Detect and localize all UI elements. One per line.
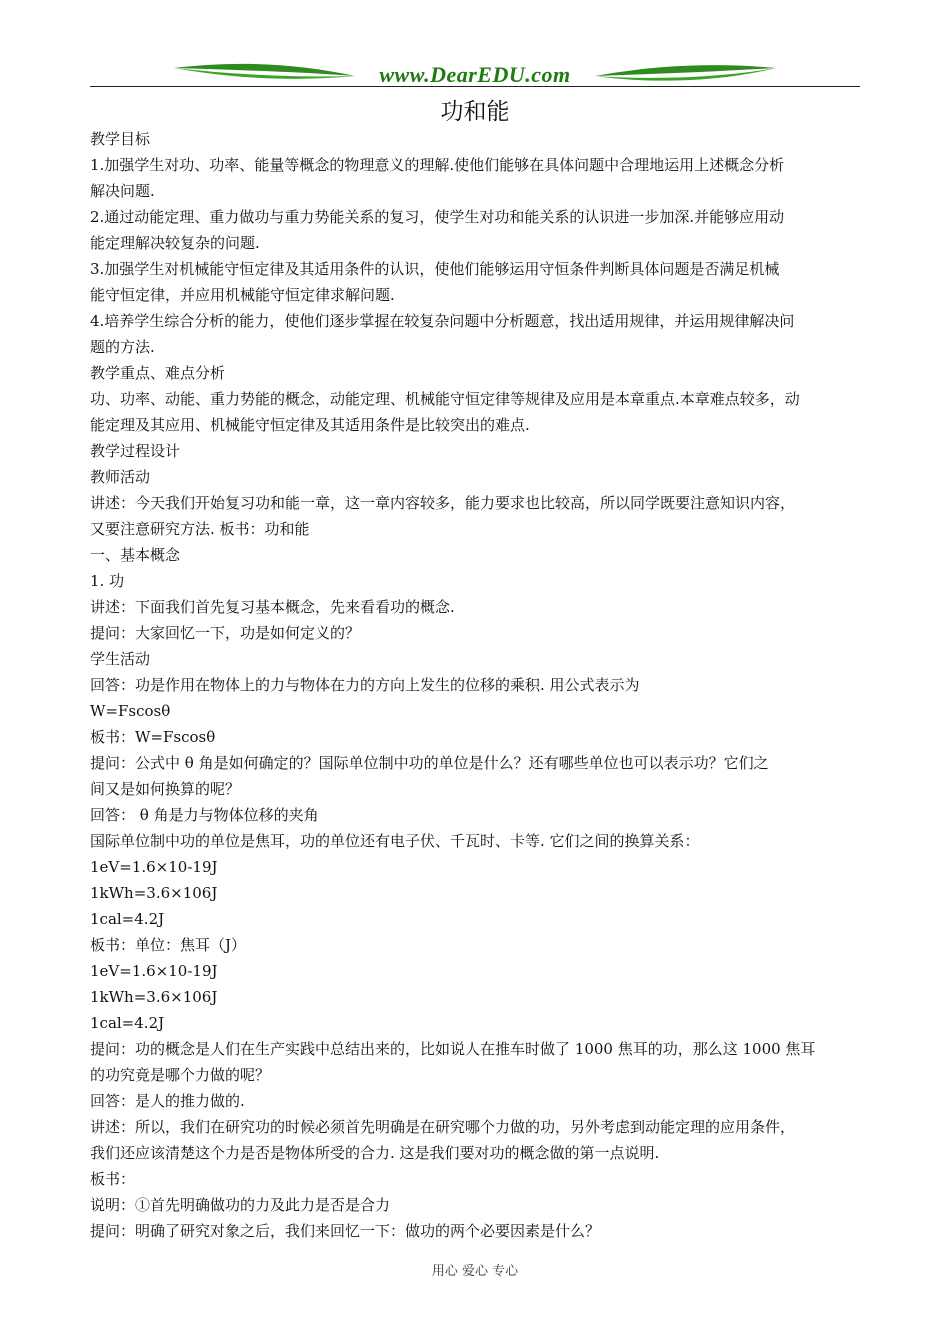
text-line: 1kWh=3.6×106J: [90, 884, 218, 902]
header-divider: [90, 86, 860, 87]
text-line: 1eV=1.6×10-19J: [90, 962, 218, 980]
text-line: 能定理解决较复杂的问题.: [90, 234, 260, 252]
text-line: 功、功率、动能、重力势能的概念，动能定理、机械能守恒定律等规律及应用是本章重点.本章难点较多，动: [90, 390, 800, 408]
text-line: 回答： θ 角是力与物体位移的夹角: [90, 806, 319, 824]
text-line: 4.培养学生综合分析的能力，使他们逐步掌握在较复杂问题中分析题意，找出适用规律，并运用规律解决问: [90, 312, 795, 330]
text-line: 1kWh=3.6×106J: [90, 988, 218, 1006]
text-line: 板书：单位：焦耳（J）: [90, 936, 247, 954]
text-line: 能守恒定律，并应用机械能守恒定律求解问题.: [90, 286, 395, 304]
text-line: 能定理及其应用、机械能守恒定律及其适用条件是比较突出的难点.: [90, 416, 530, 434]
text-line: 间又是如何换算的呢？: [90, 780, 241, 798]
text-line: 题的方法.: [90, 338, 155, 356]
text-line: 提问：功的概念是人们在生产实践中总结出来的，比如说人在推车时做了 1000 焦耳的功，那么这 1000 焦耳: [90, 1040, 816, 1058]
text-line: 回答：功是作用在物体上的力与物体在力的方向上发生的位移的乘积. 用公式表示为: [90, 676, 640, 694]
text-line: 板书：: [90, 1170, 136, 1188]
text-line: 教学重点、难点分析: [90, 364, 226, 382]
text-line: 解决问题.: [90, 182, 155, 200]
page-footer: 用心 爱心 专心: [431, 1264, 519, 1279]
text-line: 1cal=4.2J: [90, 1014, 165, 1032]
text-line: 教师活动: [90, 468, 151, 486]
text-line: 1cal=4.2J: [90, 910, 165, 928]
text-line: 说明：①首先明确做功的力及此力是否是合力: [90, 1196, 391, 1214]
text-line: 又要注意研究方法. 板书：功和能: [90, 520, 310, 538]
text-line: 回答：是人的推力做的.: [90, 1092, 245, 1110]
text-line: 教学目标: [90, 130, 151, 148]
text-line: 1.加强学生对功、功率、能量等概念的物理意义的理解.使他们能够在具体问题中合理地运用上述概念分析: [90, 156, 785, 174]
text-line: 学生活动: [90, 650, 151, 668]
text-line: W=Fscosθ: [90, 702, 171, 720]
text-line: 提问：大家回忆一下，功是如何定义的？: [90, 624, 361, 642]
text-line: 3.加强学生对机械能守恒定律及其适用条件的认识，使他们能够运用守恒条件判断具体问题是否满足机械: [90, 260, 780, 278]
document-body: [90, 126, 862, 1244]
text-line: 提问：明确了研究对象之后，我们来回忆一下：做功的两个必要因素是什么？: [90, 1222, 601, 1240]
page-title: 功和能: [440, 99, 510, 125]
text-line: 板书：W=Fscosθ: [90, 728, 216, 746]
text-line: 我们还应该清楚这个力是否是物体所受的合力. 这是我们要对功的概念做的第一点说明.: [90, 1144, 660, 1162]
site-header-banner: [90, 58, 860, 94]
text-line: 教学过程设计: [90, 442, 181, 460]
text-line: 讲述：下面我们首先复习基本概念，先来看看功的概念.: [90, 598, 455, 616]
text-line: 一、基本概念: [90, 546, 181, 564]
text-line: 提问：公式中 θ 角是如何确定的？国际单位制中功的单位是什么？还有哪些单位也可以表示功？它们之: [90, 754, 769, 772]
text-line: 国际单位制中功的单位是焦耳，功的单位还有电子伏、千瓦时、卡等. 它们之间的换算关系：: [90, 832, 700, 850]
text-line: 的功究竟是哪个力做的呢？: [90, 1066, 271, 1084]
text-line: 讲述：所以，我们在研究功的时候必须首先明确是在研究哪个力做的功，另外考虑到动能定理的应用条件，: [90, 1118, 796, 1136]
text-line: 1eV=1.6×10-19J: [90, 858, 218, 876]
text-line: 1. 功: [90, 572, 125, 590]
site-logo-text[interactable]: www.DearEDU.com: [379, 62, 571, 87]
text-line: 讲述：今天我们开始复习功和能一章，这一章内容较多，能力要求也比较高，所以同学既要注意知识内容，: [90, 494, 796, 512]
text-line: 2.通过动能定理、重力做功与重力势能关系的复习，使学生对功和能关系的认识进一步加深.并能够应用动: [90, 208, 785, 226]
